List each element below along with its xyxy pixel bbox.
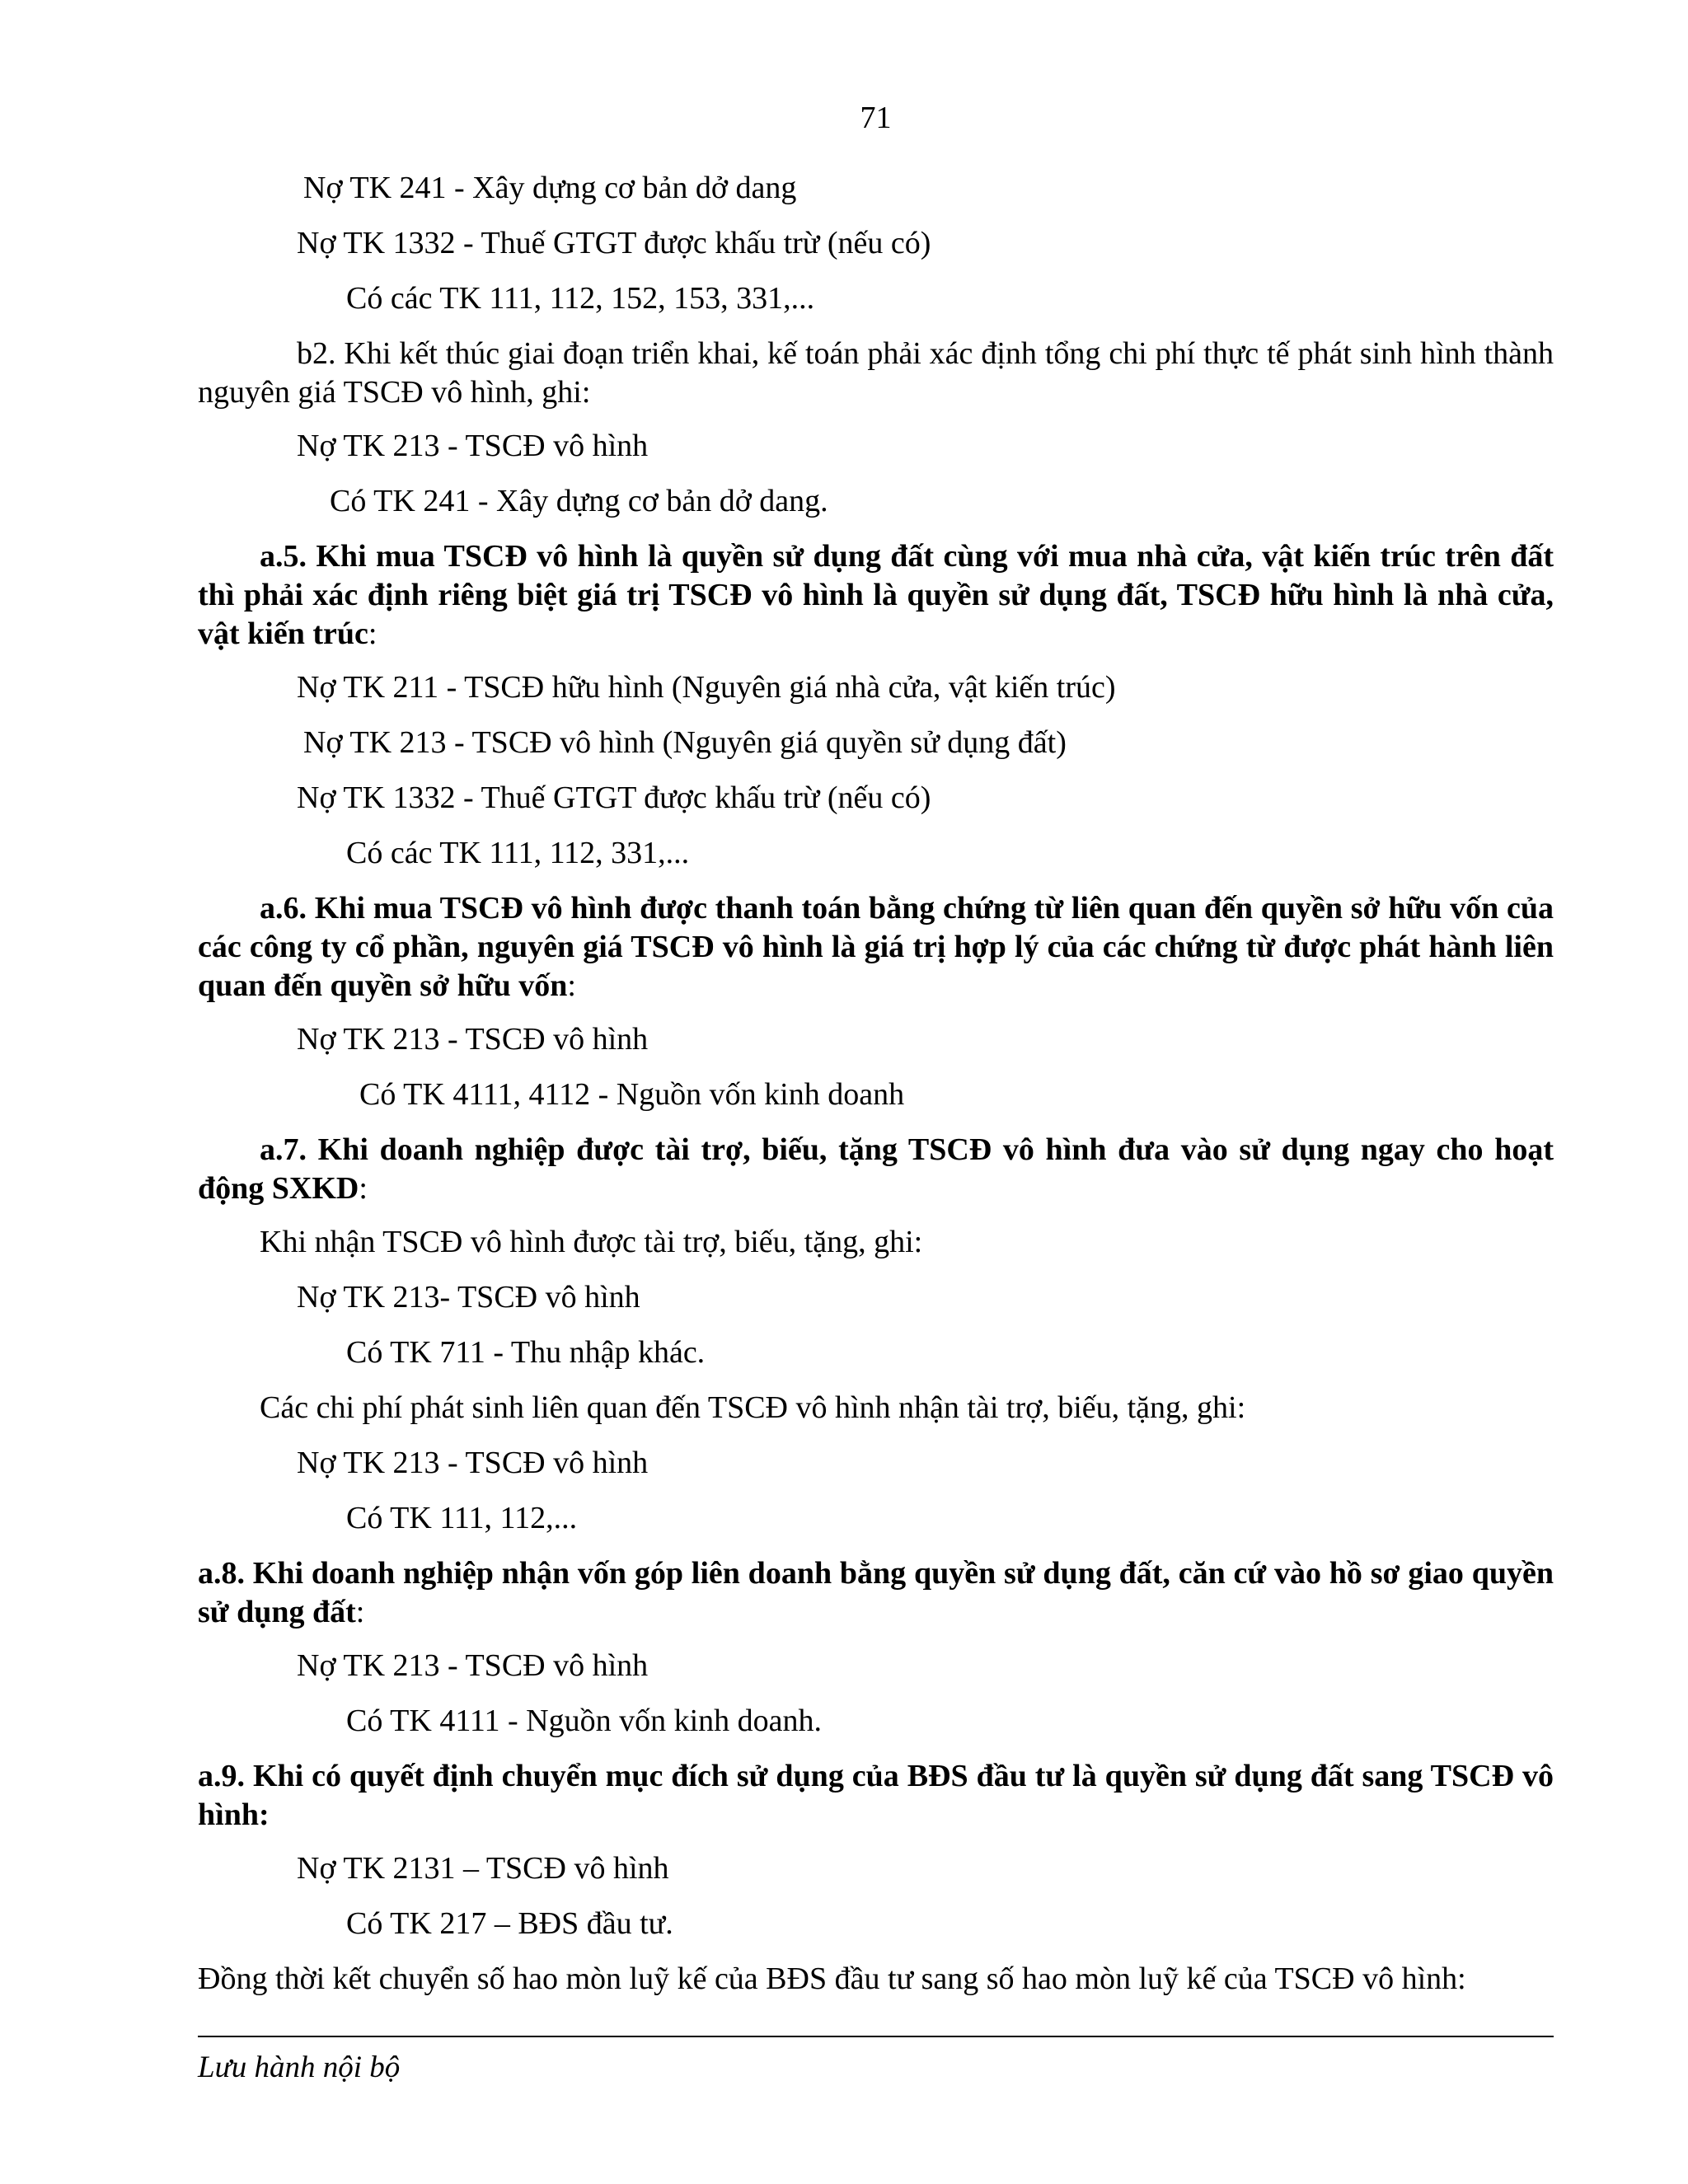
heading-a8	[198, 1554, 1554, 1632]
journal-line: Có TK 217 – BĐS đầu tư.	[346, 1906, 673, 1941]
journal-line: Nợ TK 213- TSCĐ vô hình	[297, 1280, 640, 1315]
journal-line: Có các TK 111, 112, 331,...	[346, 836, 690, 870]
heading-a8-text: a.8. Khi doanh nghiệp nhận vốn góp liên doanh bằng quyền sử dụng đất, căn cứ vào hồ sơ giao quyền sử dụng đất	[198, 1556, 1554, 1629]
heading-a6	[198, 889, 1554, 1005]
text-line: Khi nhận TSCĐ vô hình được tài trợ, biếu, tặng, ghi:	[260, 1225, 923, 1259]
text-line: Đồng thời kết chuyển số hao mòn luỹ kế của BĐS đầu tư sang số hao mòn luỹ kế của TSCĐ vô hình:	[198, 1961, 1466, 1996]
document-body	[198, 169, 1554, 2015]
heading-a9: a.9. Khi có quyết định chuyển mục đích sử dụng của BĐS đầu tư là quyền sử dụng đất sang TSCĐ vô hình:	[198, 1759, 1554, 1832]
journal-line: Có TK 711 - Thu nhập khác.	[346, 1335, 706, 1370]
heading-a7-colon: :	[359, 1171, 368, 1206]
heading-a6-text: a.6. Khi mua TSCĐ vô hình được thanh toán bằng chứng từ liên quan đến quyền sở hữu vốn của các công ty cổ phần, nguyên giá TSCĐ vô hình là giá trị hợp lý của các chứng từ được phát hành liên quan đến quyền sở hữu vốn	[198, 891, 1554, 1003]
journal-line: Nợ TK 213 - TSCĐ vô hình	[297, 1446, 649, 1480]
journal-line: Có TK 241 - Xây dựng cơ bản dở dang.	[330, 484, 828, 518]
journal-line: Nợ TK 1332 - Thuế GTGT được khấu trừ (nếu có)	[297, 780, 931, 815]
journal-line: Nợ TK 2131 – TSCĐ vô hình	[297, 1851, 669, 1886]
heading-a5-colon: :	[368, 616, 377, 651]
footer-text: Lưu hành nội bộ	[198, 2050, 401, 2084]
page-number: 71	[860, 101, 892, 135]
journal-line: Có TK 111, 112,...	[346, 1501, 578, 1535]
heading-a5-text: a.5. Khi mua TSCĐ vô hình là quyền sử dụng đất cùng với mua nhà cửa, vật kiến trúc trên đất thì phải xác định riêng biệt giá trị TSCĐ vô hình là quyền sử dụng đất, TSCĐ hữu hình là nhà cửa, vật kiến trúc	[198, 539, 1554, 651]
journal-line: Nợ TK 213 - TSCĐ vô hình	[297, 1648, 649, 1683]
journal-line: Nợ TK 241 - Xây dựng cơ bản dở dang	[303, 171, 797, 205]
journal-line: Nợ TK 211 - TSCĐ hữu hình (Nguyên giá nhà cửa, vật kiến trúc)	[297, 670, 1116, 705]
heading-a6-colon: :	[567, 968, 576, 1003]
journal-line: Có TK 4111, 4112 - Nguồn vốn kinh doanh	[359, 1077, 905, 1112]
journal-line: Có TK 4111 - Nguồn vốn kinh doanh.	[346, 1704, 823, 1738]
paragraph-b2: b2. Khi kết thúc giai đoạn triển khai, kế toán phải xác định tổng chi phí thực tế phát sinh hình thành nguyên giá TSCĐ vô hình, ghi:	[198, 336, 1554, 410]
text-line: Các chi phí phát sinh liên quan đến TSCĐ vô hình nhận tài trợ, biếu, tặng, ghi:	[260, 1390, 1246, 1425]
journal-line: Nợ TK 213 - TSCĐ vô hình (Nguyên giá quyền sử dụng đất)	[303, 725, 1067, 760]
heading-a8-colon: :	[355, 1595, 365, 1629]
journal-line: Nợ TK 213 - TSCĐ vô hình	[297, 429, 649, 463]
journal-line: Có các TK 111, 112, 152, 153, 331,...	[346, 281, 815, 316]
footer-divider	[198, 2036, 1554, 2037]
heading-a7-text: a.7. Khi doanh nghiệp được tài trợ, biếu, tặng TSCĐ vô hình đưa vào sử dụng ngay cho hoạt động SXKD	[198, 1132, 1554, 1206]
heading-a7	[198, 1131, 1554, 1208]
journal-line: Nợ TK 213 - TSCĐ vô hình	[297, 1022, 649, 1057]
journal-line: Nợ TK 1332 - Thuế GTGT được khấu trừ (nếu có)	[297, 226, 931, 260]
heading-a5	[198, 537, 1554, 654]
